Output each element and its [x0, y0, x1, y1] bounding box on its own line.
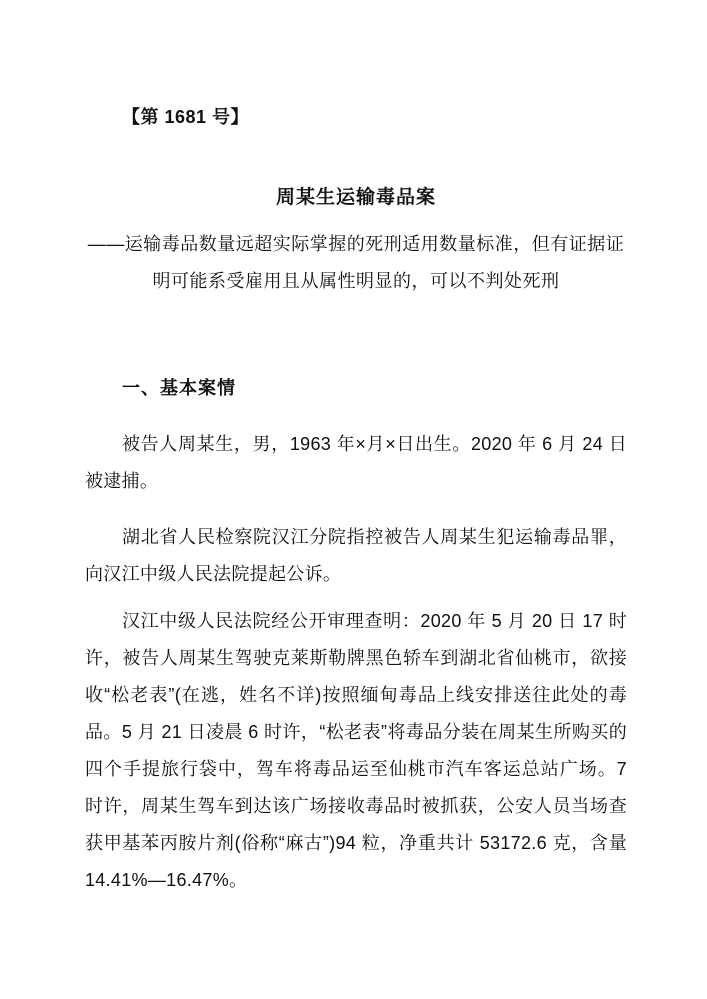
- section-heading-basic-facts: 一、基本案情: [122, 378, 236, 398]
- paragraph-defendant-info: 被告人周某生，男，1963 年×月×日出生。2020 年 6 月 24 日被逮捕。: [85, 434, 627, 491]
- document-title: 周某生运输毒品案: [275, 187, 436, 208]
- case-number: 【第 1681 号】: [122, 107, 250, 127]
- document-subtitle: ——运输毒品数量远超实际掌握的死刑适用数量标准，但有证据证明可能系受雇用且从属性明显的，可以不判处死刑: [87, 234, 625, 291]
- paragraph-prosecution: 湖北省人民检察院汉江分院指控被告人周某生犯运输毒品罪，向汉江中级人民法院提起公诉。: [85, 527, 627, 584]
- paragraph-court-findings: 汉江中级人民法院经公开审理查明：2020 年 5 月 20 日 17 时许，被告人周某生驾驶克莱斯勒牌黑色轿车到湖北省仙桃市，欲接收“松老表”(在逃，姓名不详)按照缅甸毒品上线安排送往此处的毒品。5 月 21 日凌晨 6 时许，“松老表”将毒品分装在周某生所购买的四个手提旅行袋中，驾车将毒品运至仙桃市汽车客运总站广场。7 时许，周某生驾车到达该广场接收毒品时被抓获，公安人员当场查获甲基苯丙胺片剂(俗称“麻古”)94 粒，净重共计 53172.6 克，含量 14.41%—16.47%。: [85, 611, 627, 890]
